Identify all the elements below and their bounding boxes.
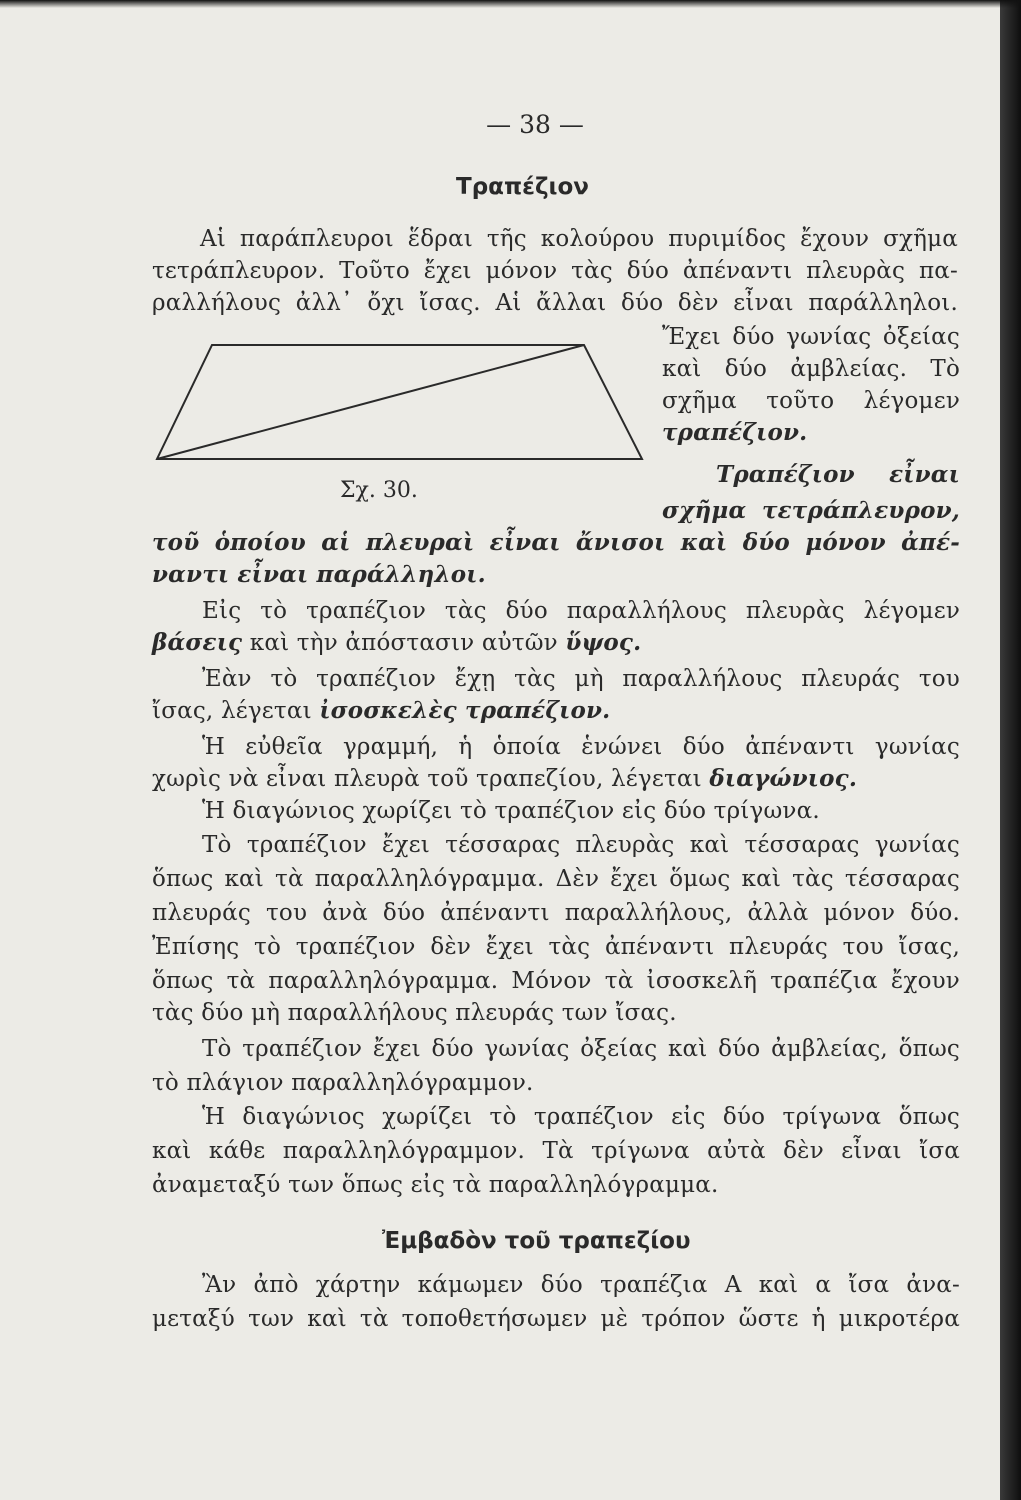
text-line: τὰς δύο μὴ παραλλήλους πλευράς των ἴσας.: [152, 1000, 677, 1026]
text-line: μεταξύ των καὶ τὰ τοποθετήσωμεν μὲ τρόπον ὥστε ἡ μικροτέρα: [152, 1306, 960, 1332]
definition-line: σχῆμα τετράπλευρον,: [662, 497, 960, 524]
text-line: Ἔχει δύο γωνίας ὀξείας: [662, 324, 960, 350]
text-line: [152, 764, 857, 794]
page-top-shadow: [0, 0, 1021, 8]
text-line: [152, 696, 610, 726]
term-isosceles-trapezoid: ἰσοσκελὲς τραπέζιον.: [319, 697, 611, 724]
text-line: καὶ κάθε παραλληλόγραμμον. Τὰ τρίγωνα αὐτὰ δὲν εἶναι ἴσα: [152, 1138, 960, 1164]
page-number: — 38 —: [486, 110, 584, 139]
trapezoid-figure: [150, 328, 650, 468]
text-line: Τὸ τραπέζιον ἔχει δύο γωνίας ὀξείας καὶ δύο ἀμβλείας, ὅπως: [202, 1036, 960, 1062]
definition-line: Τραπέζιον εἶναι: [716, 461, 960, 488]
definition-line: τοῦ ὁποίου αἱ πλευραὶ εἶναι ἄνισοι καὶ δύο μόνον ἀπέ-: [152, 529, 960, 556]
text-line: Ἐπίσης τὸ τραπέζιον δὲν ἔχει τὰς ἀπέναντι πλευράς του ἴσας,: [152, 934, 960, 960]
text-line: ὅπως τὰ παραλληλόγραμμα. Μόνον τὰ ἰσοσκελῆ τραπέζια ἔχουν: [152, 968, 960, 994]
text-line: Εἰς τὸ τραπέζιον τὰς δύο παραλλήλους πλευρὰς λέγομεν: [202, 598, 960, 624]
text-line: Ἡ διαγώνιος χωρίζει τὸ τραπέζιον εἰς δύο τρίγωνα.: [202, 798, 820, 824]
term-height: ὕψος.: [565, 629, 642, 656]
text-line: [152, 628, 641, 658]
text-line: πλευράς του ἀνὰ δύο ἀπέναντι παραλλήλους, ἀλλὰ μόνον δύο.: [152, 900, 960, 926]
section-heading: Ἐμβαδὸν τοῦ τραπεζίου: [382, 1228, 691, 1254]
text-line: σχῆμα τοῦτο λέγομεν: [662, 388, 960, 414]
term-bases: βάσεις: [152, 629, 243, 656]
term-diagonal: διαγώνιος.: [709, 765, 858, 792]
text-line: ραλλήλους ἀλλ᾽ ὄχι ἴσας. Αἱ ἄλλαι δύο δὲν εἶναι παράλληλοι.: [152, 290, 958, 316]
text-span: ἴσας, λέγεται: [152, 698, 312, 724]
definition-line: ναντι εἶναι παράλληλοι.: [152, 561, 486, 588]
text-line: τραπέζιον.: [662, 419, 808, 446]
page-title: Τραπέζιον: [456, 174, 589, 200]
text-line: ὅπως καὶ τὰ παραλληλόγραμμα. Δὲν ἔχει ὅμως καὶ τὰς τέσσαρας: [152, 866, 960, 892]
text-span: χωρὶς νὰ εἶναι πλευρὰ τοῦ τραπεζίου, λέγεται: [152, 766, 702, 792]
trapezoid-shape: [157, 345, 642, 459]
text-line: τετράπλευρον. Τοῦτο ἔχει μόνον τὰς δύο ἀπέναντι πλευρὰς πα-: [152, 258, 958, 284]
trapezoid-diagonal: [157, 345, 584, 459]
text-line: Ἐὰν τὸ τραπέζιον ἔχῃ τὰς μὴ παραλλήλους πλευράς του: [202, 666, 960, 692]
text-line: Τὸ τραπέζιον ἔχει τέσσαρας πλευρὰς καὶ τέσσαρας γωνίας: [202, 832, 960, 858]
text-line: Ἡ εὐθεῖα γραμμή, ἡ ὁποία ἑνώνει δύο ἀπέναντι γωνίας: [202, 734, 960, 760]
text-line: ἀναμεταξύ των ὅπως εἰς τὰ παραλληλόγραμμα.: [152, 1172, 719, 1198]
page-edge-shadow: [1000, 0, 1021, 1500]
text-span: καὶ τὴν ἀπόστασιν αὐτῶν: [249, 630, 558, 656]
text-line: καὶ δύο ἀμβλείας. Τὸ: [662, 356, 960, 382]
text-line: τὸ πλάγιον παραλληλόγραμμον.: [152, 1070, 534, 1096]
text-line: Αἱ παράπλευροι ἕδραι τῆς κολούρου πυριμίδος ἔχουν σχῆμα: [200, 226, 958, 252]
text-line: Ἂν ἀπὸ χάρτην κάμωμεν δύο τραπέζια Α καὶ α ἴσα ἀνα-: [202, 1272, 960, 1298]
figure-caption: Σχ. 30.: [340, 478, 418, 503]
text-line: Ἡ διαγώνιος χωρίζει τὸ τραπέζιον εἰς δύο τρίγωνα ὅπως: [202, 1104, 960, 1130]
